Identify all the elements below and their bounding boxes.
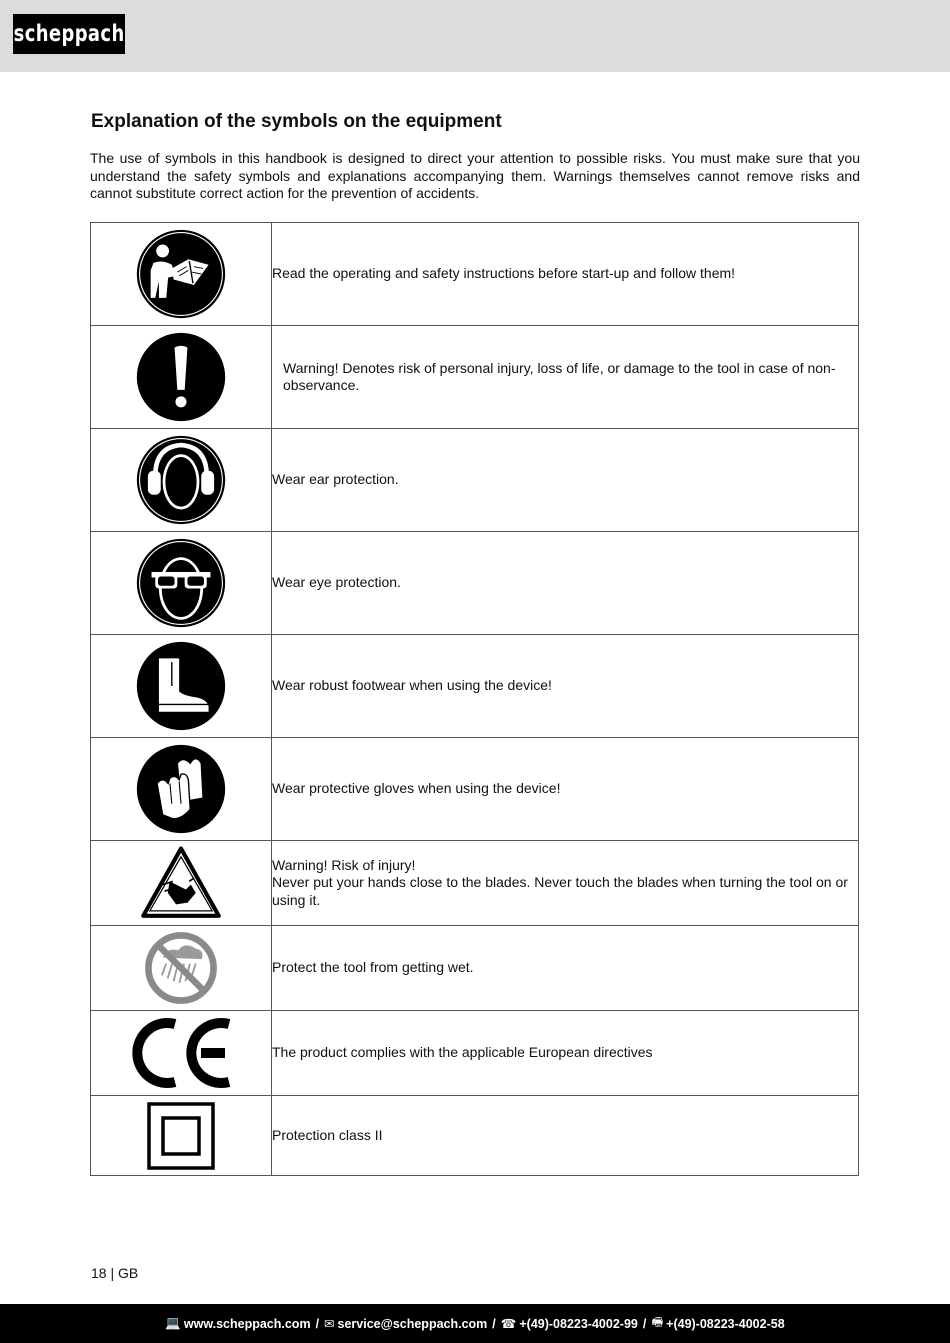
page-number: 18 | GB [91,1265,139,1281]
footer-bar [0,1304,950,1343]
symbol-description: Read the operating and safety instructions before start-up and follow them! [272,265,736,282]
warning-exclamation-icon [135,331,227,423]
hand-injury-warning-icon [140,845,222,921]
symbol-description: Wear ear protection. [272,471,399,488]
mail-icon: ✉ [324,1317,335,1331]
symbol-description: Wear eye protection. [272,574,401,591]
protection-class-ii-icon [147,1102,215,1170]
page-title: Explanation of the symbols on the equipment [91,111,502,132]
symbol-description: Wear robust footwear when using the device! [272,677,552,694]
footer-website-link[interactable]: www.scheppach.com [183,1316,311,1331]
footer-fax: +(49)-08223-4002-58 [666,1316,785,1331]
no-rain-icon [144,931,218,1005]
safety-footwear-icon [135,640,227,732]
read-manual-icon [135,228,227,320]
symbol-description: The product complies with the applicable European directives [272,1044,653,1061]
table-row [91,326,859,429]
laptop-icon: 💻 [165,1316,181,1330]
table-row [91,841,859,926]
table-row [91,635,859,738]
table-row [91,926,859,1011]
phone-icon: ☎ [500,1317,517,1331]
footer-email-link[interactable]: service@scheppach.com [337,1316,488,1331]
eye-protection-icon [135,537,227,629]
symbol-description: Protection class II [272,1126,383,1143]
ce-mark-icon [129,1016,233,1090]
table-row [91,223,859,326]
table-row [91,738,859,841]
symbol-description: Warning! Denotes risk of personal injury, loss of life, or damage to the tool in case of non-observance. [283,359,836,393]
footer-separator: / [642,1316,647,1331]
intro-paragraph: The use of symbols in this handbook is designed to direct your attention to possible risks. You must make sure that you understand the safety symbols and explanations accompanying them. Warnings themselves cannot remove risks and cannot substitute correct action for the prevention of accidents. [90,150,860,201]
footer-separator: / [315,1316,320,1331]
table-row [91,532,859,635]
table-row [91,429,859,532]
footer-phone: +(49)-08223-4002-99 [519,1316,638,1331]
table-row [91,1096,859,1176]
fax-icon: 🖷 [651,1315,664,1329]
protective-gloves-icon [135,743,227,835]
table-row [91,1011,859,1096]
header-bar [0,0,950,72]
symbol-description: Warning! Risk of injury! Never put your hands close to the blades. Never touch the blades when turning the tool on or using it. [272,856,848,908]
symbol-description: Wear protective gloves when using the device! [272,780,561,797]
ear-protection-icon [135,434,227,526]
footer-separator: / [492,1316,496,1331]
symbols-table [90,222,859,1176]
scheppach-logo: scheppach [13,14,125,54]
symbol-description: Protect the tool from getting wet. [272,959,474,976]
